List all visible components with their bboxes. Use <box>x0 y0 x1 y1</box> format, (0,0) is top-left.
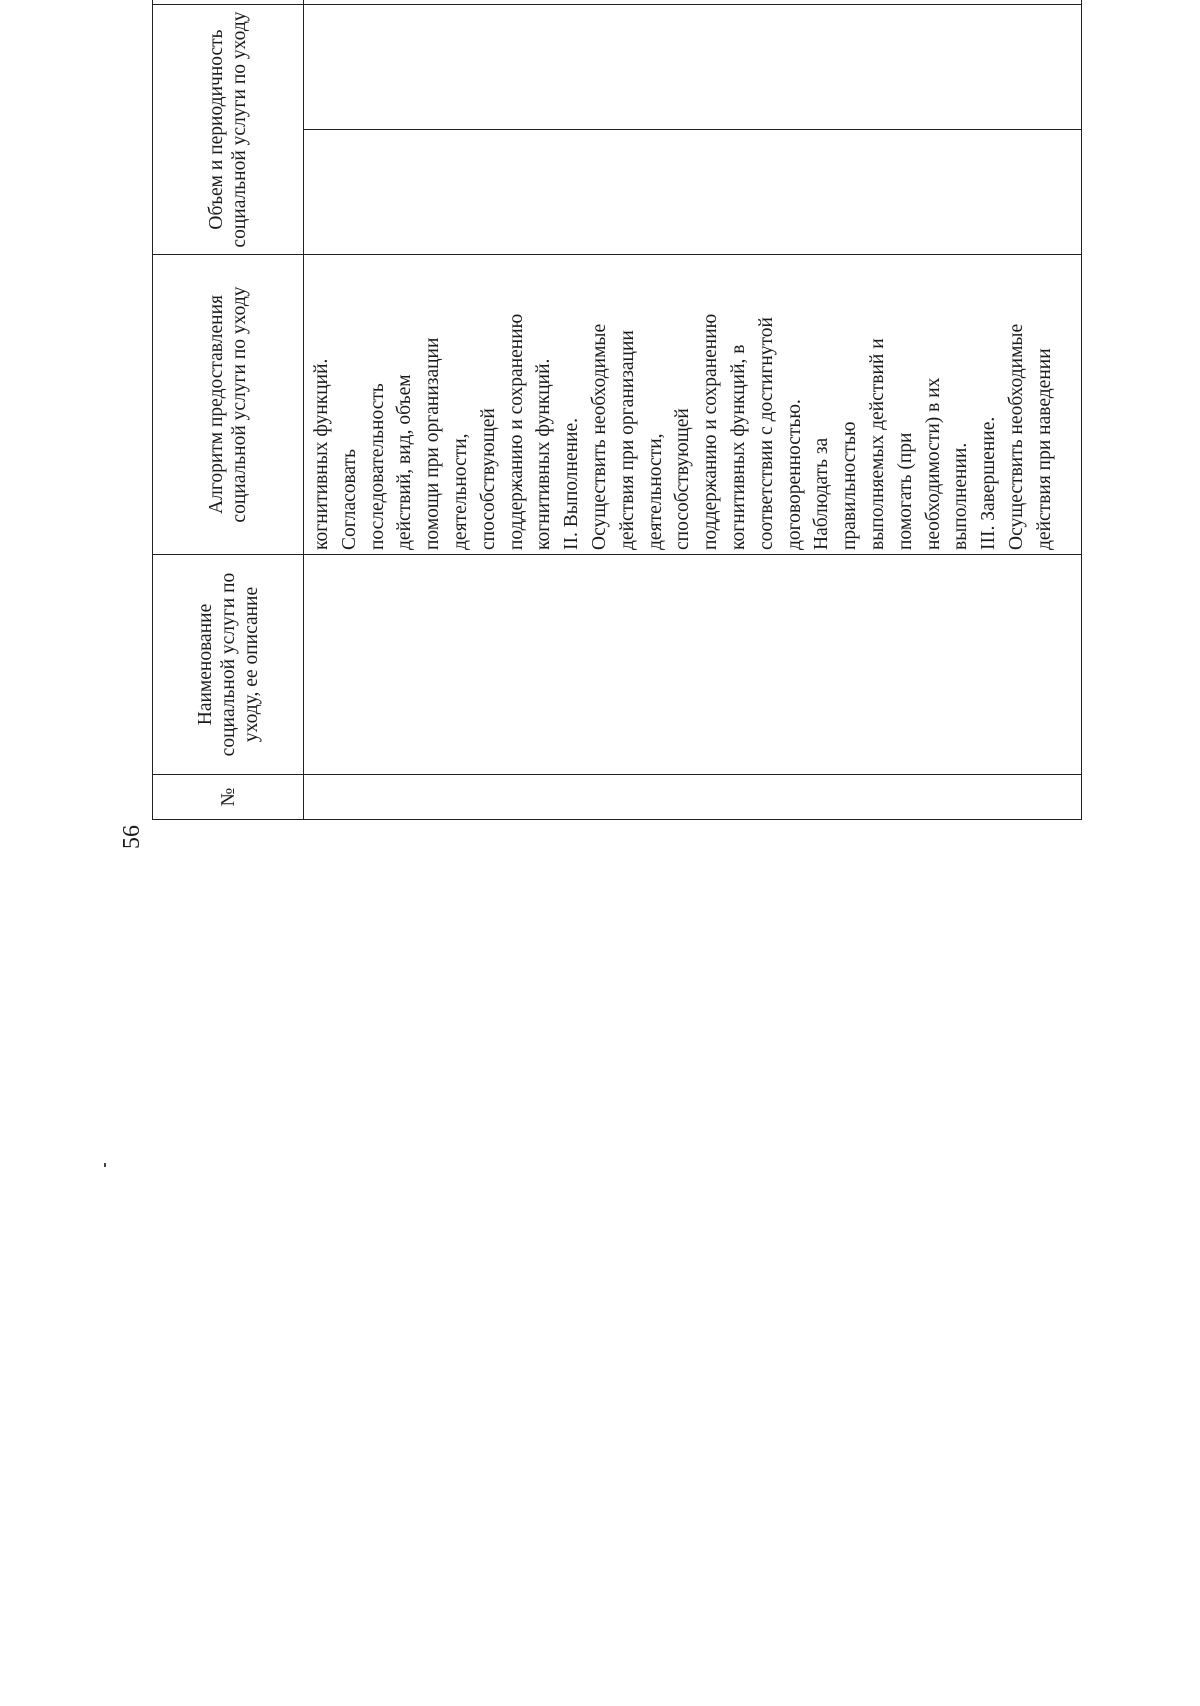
algorithm-line: когнитивных функций. <box>533 358 555 550</box>
algorithm-line: деятельности, <box>644 433 666 550</box>
algorithm-line: способствующей <box>477 408 499 550</box>
algorithm-line: Осуществить необходимые <box>1005 323 1027 550</box>
algorithm-line: Наблюдать за <box>811 437 833 550</box>
algorithm-line: последовательность <box>366 383 388 550</box>
header-volume: Объем и периодичность социальной услуги по уходу <box>153 5 304 255</box>
algorithm-line: поддержанию и сохранению <box>700 313 722 550</box>
algorithm-line: действия при организации <box>616 330 638 550</box>
algorithm-line: выполняемых действий и <box>866 338 888 550</box>
table-row <box>304 0 1082 820</box>
header-number: № <box>153 775 304 820</box>
cell-conditions <box>304 0 1082 5</box>
volume-subcells <box>304 5 1081 254</box>
scan-speck <box>104 1163 106 1167</box>
algorithm-line: соответствии с достигнутой <box>755 317 777 550</box>
volume-subcell <box>304 5 1081 129</box>
algorithm-line: необходимости) в их <box>922 377 944 550</box>
algorithm-line: действий, вид, объем <box>394 374 416 550</box>
header-service-name: Наименование социальной услуги по уходу, ее описание <box>153 555 304 775</box>
algorithm-line: способствующей <box>672 408 694 550</box>
algorithm-line: деятельности, <box>449 433 471 550</box>
volume-subcell <box>304 129 1081 254</box>
algorithm-line: договоренностью. <box>783 399 805 550</box>
algorithm-line: Согласовать <box>338 448 360 550</box>
rotated-table-wrapper <box>152 0 1082 820</box>
header-algorithm: Алгоритм предоставления социальной услуги по уходу <box>153 255 304 555</box>
algorithm-line: поддержанию и сохранению <box>505 313 527 550</box>
services-table <box>152 0 1082 820</box>
algorithm-line: II. Выполнение. <box>561 418 583 550</box>
algorithm-line: помощи при организации <box>422 337 444 550</box>
algorithm-line: помогать (при <box>894 432 916 550</box>
algorithm-line: выполнении. <box>950 442 972 550</box>
cell-number <box>304 775 1082 820</box>
algorithm-line: III. Завершение. <box>978 416 1000 550</box>
algorithm-line: действия при наведении <box>1033 348 1055 550</box>
cell-service-name <box>304 555 1082 775</box>
algorithm-line: когнитивных функций, в <box>727 344 749 550</box>
table-header-row <box>153 0 304 820</box>
cell-algorithm <box>304 255 1082 555</box>
page-number: 56 <box>119 825 145 849</box>
algorithm-line: когнитивных функций. <box>311 358 332 550</box>
header-conditions <box>153 0 304 5</box>
algorithm-line: Осуществить необходимые <box>588 323 610 550</box>
cell-volume <box>304 5 1082 255</box>
algorithm-line: правильностью <box>839 421 861 550</box>
